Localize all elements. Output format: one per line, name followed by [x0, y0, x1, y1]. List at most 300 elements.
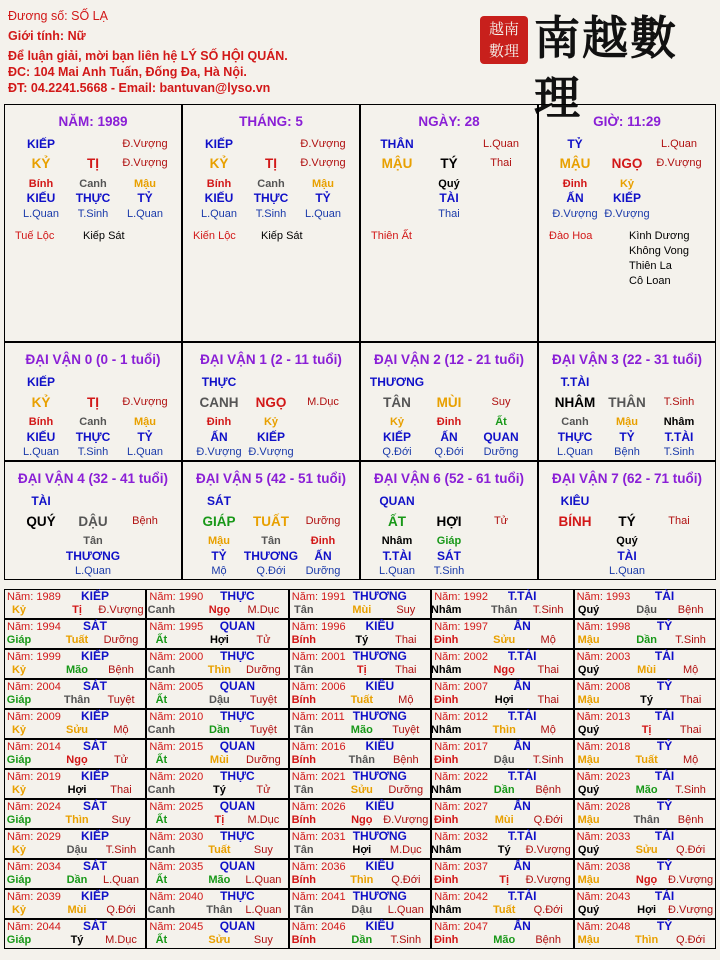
gender-label: Giới tính: [8, 29, 65, 43]
pillar-state: Đ.Vượng [604, 208, 650, 220]
pillar-extra-right: Kình Dương [629, 230, 690, 242]
annual-cell [146, 709, 288, 739]
annual-state: Mộ [113, 724, 129, 736]
annual-state: Suy [253, 934, 273, 946]
dai-van-can: ẤT [388, 514, 406, 529]
pillar-can: MẬU [381, 156, 413, 171]
annual-cell [574, 829, 716, 859]
dai-van-substate: L.Quan [22, 446, 60, 458]
dai-van-title: ĐẠI VẬN 2 (12 - 21 tuổi) [373, 352, 525, 367]
annual-year-label: Năm: 2002 [434, 651, 488, 663]
annual-can: Canh [147, 904, 176, 916]
annual-can: Mậu [577, 754, 600, 766]
dai-van-cell [360, 461, 538, 580]
annual-can: Quý [577, 784, 600, 796]
annual-star: THỰC [220, 769, 255, 783]
annual-star: SÁT [83, 739, 107, 753]
annual-cell [4, 709, 146, 739]
annual-star: T.TÀI [507, 709, 537, 723]
annual-chi: Sửu [65, 724, 89, 736]
annual-chi: Thìn [350, 874, 374, 886]
pillar-star: KIẾP [26, 137, 56, 151]
annual-star: ẤN [513, 619, 531, 633]
pillar-extra-left: Kiến Lộc [193, 230, 236, 242]
dai-van-star: KIÊU [560, 494, 590, 508]
dai-van-substate: L.Quan [608, 565, 646, 577]
dai-van-god: KIẾU [26, 430, 56, 444]
annual-cell [4, 649, 146, 679]
annual-year-label: Năm: 2001 [291, 651, 346, 663]
logo-text: 南越數理 [534, 11, 678, 125]
annual-cell [4, 799, 146, 829]
annual-chi: Ngọ [493, 664, 515, 676]
dai-van-state: Thai [668, 515, 690, 527]
annual-year-label: Năm: 2042 [434, 891, 488, 903]
annual-chi: Thân [491, 604, 518, 616]
pillar-chi: TÝ [440, 156, 458, 171]
annual-cell [431, 859, 573, 889]
annual-star: T.TÀI [507, 589, 537, 603]
annual-can: Quý [577, 844, 600, 856]
annual-can: Tân [294, 604, 314, 616]
annual-year-label: Năm: 2003 [576, 651, 631, 663]
dai-van-can: GIÁP [202, 514, 236, 529]
dai-van-hidden-stem: Tân [261, 535, 281, 547]
annual-chi: Tý [640, 694, 654, 706]
dai-van-god: KIẾP [382, 430, 412, 444]
pillar-can: KỶ [209, 156, 229, 171]
annual-state: Mộ [540, 724, 556, 736]
dai-van-state: Bệnh [132, 515, 158, 527]
dai-van-can: CANH [199, 395, 239, 410]
dai-van-substate: T.Sinh [663, 446, 695, 458]
annual-year-label: Năm: 1998 [576, 621, 631, 633]
dai-van-hidden-stem: Canh [79, 416, 107, 428]
dai-van-god: TÀI [617, 549, 637, 563]
annual-state: L.Quan [245, 874, 282, 886]
annual-year-label: Năm: 2014 [7, 741, 61, 753]
annual-cell [289, 799, 431, 829]
dai-van-can: NHÂM [554, 395, 596, 410]
pillar-star: THÂN [380, 137, 414, 151]
dai-van-cell [4, 342, 182, 461]
annual-chi: Tuất [208, 844, 231, 856]
dai-van-title: ĐẠI VẬN 7 (62 - 71 tuổi) [551, 471, 703, 486]
annual-star: TỶ [656, 619, 673, 633]
annual-state: L.Quan [102, 874, 140, 886]
annual-cell [431, 649, 573, 679]
dai-van-chi: DẬU [78, 514, 108, 529]
annual-can: Đinh [433, 634, 459, 646]
annual-year-label: Năm: 2004 [7, 681, 61, 693]
annual-year-label: Năm: 2039 [7, 891, 61, 903]
annual-can: Bính [291, 694, 317, 706]
dai-van-star: THỰC [201, 375, 237, 389]
annual-year-label: Năm: 2047 [434, 921, 488, 933]
annual-chi: Tị [72, 604, 82, 616]
annual-state: Tuyệt [249, 724, 277, 736]
annual-star: THỰC [220, 829, 255, 843]
annual-year-label: Năm: 2005 [149, 681, 204, 693]
dai-van-title: ĐẠI VẬN 3 (22 - 31 tuổi) [551, 352, 703, 367]
pillar-extra-left: Tuế Lộc [15, 230, 55, 242]
annual-star: SÁT [83, 799, 107, 813]
pillar-hidden-stem: Mậu [134, 178, 156, 190]
annual-star: KIẾP [80, 889, 110, 903]
annual-can: Nhâm [430, 904, 462, 916]
annual-state: Mộ [398, 694, 414, 706]
dai-van-hidden-stem: Nhâm [381, 535, 413, 547]
annual-state: Tử [113, 754, 129, 766]
annual-star: TÀI [654, 649, 675, 663]
annual-star: TỶ [656, 799, 673, 813]
annual-year-label: Năm: 2040 [149, 891, 204, 903]
dai-van-substate: L.Quan [126, 446, 164, 458]
annual-can: Tân [294, 784, 314, 796]
dai-van-state: M.Dục [307, 396, 339, 408]
annual-cell [289, 889, 431, 919]
annual-chi: Tý [70, 934, 84, 946]
annual-year-label: Năm: 2013 [576, 711, 631, 723]
dai-van-substate: Mộ [211, 565, 227, 577]
annual-can: Giáp [6, 874, 32, 886]
annual-state: T.Sinh [675, 784, 706, 796]
dai-van-cell [4, 461, 182, 580]
annual-chi: Dần [636, 634, 657, 646]
dai-van-god: TỶ [137, 430, 153, 444]
annual-chi: Ngọ [351, 814, 373, 826]
annual-state: Thai [537, 694, 559, 706]
annual-can: Bính [291, 934, 317, 946]
dai-van-title: ĐẠI VẬN 1 (2 - 11 tuổi) [200, 352, 342, 367]
annual-chi: Tý [497, 844, 511, 856]
dai-van-god: T.TÀI [382, 549, 412, 563]
annual-star: QUAN [219, 799, 256, 813]
pillar-chi: NGỌ [611, 156, 643, 171]
annual-state: Đ.Vượng [525, 844, 571, 856]
pillar-god: TỶ [137, 191, 153, 205]
annual-star: TỶ [656, 739, 673, 753]
annual-chi: Mão [66, 664, 88, 676]
annual-can: Nhâm [430, 844, 462, 856]
annual-star: THỰC [220, 709, 255, 723]
annual-state: Thai [110, 784, 132, 796]
annual-can: Quý [577, 724, 600, 736]
owner-line [8, 8, 108, 25]
annual-cell [289, 739, 431, 769]
owner-value: SỐ LẠ [71, 9, 108, 23]
annual-can: Đinh [433, 694, 459, 706]
dai-van-substate: Đ.Vượng [248, 446, 294, 458]
pillar-cell [182, 104, 360, 342]
annual-cell [574, 919, 716, 949]
dai-van-title: ĐẠI VẬN 4 (32 - 41 tuổi) [17, 471, 169, 486]
dai-van-god: QUAN [483, 430, 519, 444]
annual-can: Đinh [433, 814, 459, 826]
dai-van-god: TỶ [619, 430, 635, 444]
dai-van-hidden-stem: Đinh [206, 416, 232, 428]
dai-van-god: THỰC [75, 430, 111, 444]
pillar-god: TÀI [439, 191, 459, 205]
annual-can: Kỷ [11, 724, 27, 736]
annual-cell [289, 679, 431, 709]
annual-cell [146, 919, 288, 949]
annual-star: QUAN [219, 859, 256, 873]
annual-year-label: Năm: 2043 [576, 891, 631, 903]
dai-van-god: T.TÀI [664, 430, 694, 444]
annual-state: Tuyệt [107, 694, 135, 706]
pillar-god: THỰC [253, 191, 289, 205]
annual-state: Mộ [540, 634, 556, 646]
dai-van-hidden-stem: Mậu [134, 416, 156, 428]
annual-chi: Mão [635, 784, 658, 796]
pillar-star: KIẾP [204, 137, 234, 151]
dai-van-can: QUÝ [26, 514, 56, 529]
phone-email-line: ĐT: 04.2241.5668 - Email: bantuvan@lyso.vn [8, 81, 271, 95]
dai-van-substate: Q.Đới [434, 446, 464, 458]
annual-state: Thai [679, 694, 702, 706]
annual-can: Ất [155, 934, 168, 946]
annual-state: Q.Đới [106, 904, 136, 916]
annual-chi: Dậu [493, 754, 515, 766]
annual-cell [431, 889, 573, 919]
annual-can: Kỷ [11, 664, 27, 676]
annual-star: T.TÀI [507, 769, 537, 783]
annual-state: Dưỡng [246, 664, 281, 676]
annual-star: KIÊU [365, 619, 395, 633]
dai-van-star: SÁT [207, 494, 231, 508]
annual-cell [4, 859, 146, 889]
annual-chi: Mùi [637, 664, 657, 676]
annual-state: M.Dục [247, 604, 280, 616]
pillar-hidden-stem: Mậu [312, 178, 334, 190]
annual-star: TỶ [656, 679, 673, 693]
dai-van-substate: L.Quan [378, 565, 416, 577]
annual-state: Q.Đới [675, 844, 706, 856]
annual-cell [574, 859, 716, 889]
annual-star: KIÊU [365, 799, 395, 813]
dai-van-state: Suy [491, 396, 511, 408]
annual-cell [289, 829, 431, 859]
annual-can: Đinh [433, 754, 459, 766]
pillar-title: GIỜ: 11:29 [593, 114, 661, 129]
annual-star: KIÊU [365, 739, 395, 753]
annual-can: Ất [155, 694, 168, 706]
annual-star: KIẾP [80, 649, 110, 663]
annual-star: KIÊU [365, 919, 395, 933]
annual-chi: Mùi [209, 754, 229, 766]
annual-can: Giáp [6, 694, 32, 706]
annual-state: T.Sinh [675, 634, 706, 646]
dai-van-can: KỶ [31, 395, 51, 410]
dai-van-chi: TỊ [87, 395, 99, 410]
dai-van-substate: Đ.Vượng [196, 446, 242, 458]
annual-year-label: Năm: 1999 [7, 651, 61, 663]
annual-year-label: Năm: 2008 [576, 681, 631, 693]
dai-van-cell [538, 342, 716, 461]
annual-cell [574, 889, 716, 919]
dai-van-substate: T.Sinh [77, 446, 109, 458]
dai-van-hidden-stem: Mậu [616, 416, 638, 428]
annual-year-label: Năm: 2010 [149, 711, 204, 723]
pillar-cell [360, 104, 538, 342]
annual-year-label: Năm: 2035 [149, 861, 204, 873]
annual-can: Ất [155, 754, 168, 766]
annual-can: Giáp [6, 934, 32, 946]
dai-van-god: SÁT [437, 549, 461, 563]
annual-star: KIẾP [80, 709, 110, 723]
annual-cell [431, 619, 573, 649]
annual-chi: Mão [208, 874, 231, 886]
dai-van-god: TỶ [211, 549, 227, 563]
pillar-state: L.Quan [200, 208, 238, 220]
pillar-state: L.Quan [126, 208, 164, 220]
annual-star: TÀI [654, 889, 675, 903]
pillar-state: L.Quan [304, 208, 342, 220]
annual-cell [289, 769, 431, 799]
annual-chi: Dậu [209, 694, 230, 706]
annual-cell [146, 769, 288, 799]
pillar-extra-right: Không Vong [629, 245, 689, 257]
annual-star: T.TÀI [507, 829, 537, 843]
annual-year-label: Năm: 1994 [7, 621, 61, 633]
contact-line: Để luận giải, mời bạn liên hệ LÝ SỐ HỘI QUÁN. [8, 49, 288, 63]
annual-cell [574, 679, 716, 709]
annual-state: T.Sinh [532, 604, 564, 616]
annual-cell [431, 829, 573, 859]
annual-cell [4, 889, 146, 919]
annual-can: Nhâm [430, 604, 462, 616]
annual-chi: Hợi [209, 634, 229, 646]
dai-van-hidden-stem: Bính [28, 416, 54, 428]
annual-star: THƯƠNG [352, 829, 407, 843]
dai-van-cell [538, 461, 716, 580]
annual-year-label: Năm: 2038 [576, 861, 631, 873]
annual-state: Mộ [682, 754, 699, 766]
annual-year-label: Năm: 2032 [434, 831, 488, 843]
annual-chi: Thân [633, 814, 660, 826]
pillar-god: KIẾU [26, 191, 56, 205]
annual-year-label: Năm: 1997 [434, 621, 488, 633]
annual-can: Nhâm [430, 724, 462, 736]
annual-star: SÁT [83, 619, 107, 633]
annual-cell [146, 829, 288, 859]
annual-star: THỰC [220, 589, 255, 603]
annual-state: Bệnh [108, 664, 134, 676]
annual-cell [4, 679, 146, 709]
annual-can: Canh [147, 844, 176, 856]
annual-year-label: Năm: 2046 [291, 921, 346, 933]
pillar-can: KỶ [31, 156, 51, 171]
pillar-extra-right: Kiếp Sát [83, 230, 125, 242]
annual-can: Nhâm [430, 664, 462, 676]
annual-cell [289, 589, 431, 619]
annual-state: M.Dục [105, 934, 137, 946]
dai-van-hidden-stem: Tân [83, 535, 103, 547]
annual-state: Mộ [682, 664, 699, 676]
dai-van-god: ẤN [210, 430, 228, 444]
annual-cell [4, 919, 146, 949]
annual-year-label: Năm: 2019 [7, 771, 61, 783]
annual-chi: Tý [355, 634, 369, 646]
annual-cell [431, 799, 573, 829]
pillar-hidden-stem: Bính [28, 178, 54, 190]
annual-state: T.Sinh [390, 934, 422, 946]
annual-cell [146, 589, 288, 619]
annual-year-label: Năm: 2028 [576, 801, 631, 813]
annual-star: ẤN [513, 859, 531, 873]
annual-star: QUAN [219, 919, 256, 933]
annual-cell [146, 619, 288, 649]
pillar-star-state: L.Quan [482, 138, 520, 150]
annual-chi: Thìn [492, 724, 516, 736]
dai-van-hidden-stem: Mậu [208, 535, 230, 547]
pillar-extra-left: Đào Hoa [549, 230, 593, 242]
annual-year-label: Năm: 2044 [7, 921, 61, 933]
annual-can: Đinh [433, 934, 459, 946]
dai-van-star: KIẾP [26, 375, 56, 389]
logo-seal: 越南數理 [480, 16, 528, 64]
dai-van-substate: Q.Đới [256, 565, 286, 577]
pillar-hidden-stem: Canh [257, 178, 285, 190]
annual-chi: Tuất [492, 904, 516, 916]
annual-year-label: Năm: 2026 [291, 801, 346, 813]
pillar-god: KIẾP [612, 191, 642, 205]
annual-year-label: Năm: 2027 [434, 801, 488, 813]
annual-state: Thai [395, 664, 417, 676]
annual-year-label: Năm: 1989 [7, 591, 61, 603]
annual-can: Ất [155, 874, 168, 886]
annual-year-label: Năm: 2029 [7, 831, 61, 843]
dai-van-hidden-stem: Canh [561, 416, 589, 428]
annual-chi: Tị [356, 664, 367, 676]
annual-cell [4, 589, 146, 619]
dai-van-cell [360, 342, 538, 461]
annual-cell [431, 589, 573, 619]
dai-van-god: ẤN [314, 549, 332, 563]
annual-chi: Dậu [66, 844, 88, 856]
annual-state: T.Sinh [105, 844, 137, 856]
annual-cell [431, 769, 573, 799]
annual-state: Bệnh [535, 784, 562, 796]
annual-star: ẤN [513, 739, 531, 753]
pillar-god: TỶ [315, 191, 331, 205]
pillar-extra-right: Cô Loan [629, 275, 671, 287]
annual-star: SÁT [83, 679, 107, 693]
annual-can: Đinh [433, 874, 459, 886]
dai-van-can: BÍNH [558, 514, 592, 529]
annual-state: Suy [253, 844, 273, 856]
pillar-state: T.Sinh [77, 208, 109, 220]
dai-van-star: TÀI [31, 494, 51, 508]
annual-chi: Sửu [493, 634, 516, 646]
annual-year-label: Năm: 2036 [291, 861, 346, 873]
annual-state: Đ.Vượng [668, 874, 714, 886]
annual-chi: Mão [493, 934, 516, 946]
annual-cell [289, 649, 431, 679]
annual-cell [146, 859, 288, 889]
annual-star: THƯƠNG [352, 649, 407, 663]
annual-cell [4, 829, 146, 859]
annual-state: Suy [396, 604, 416, 616]
annual-year-label: Năm: 1990 [149, 591, 204, 603]
annual-chi: Dần [493, 784, 515, 796]
annual-year-label: Năm: 2018 [576, 741, 631, 753]
dai-van-state: Đ.Vượng [122, 396, 168, 408]
annual-state: Bệnh [677, 604, 704, 616]
dai-van-god: THƯƠNG [65, 549, 121, 563]
annual-can: Mậu [577, 874, 600, 886]
